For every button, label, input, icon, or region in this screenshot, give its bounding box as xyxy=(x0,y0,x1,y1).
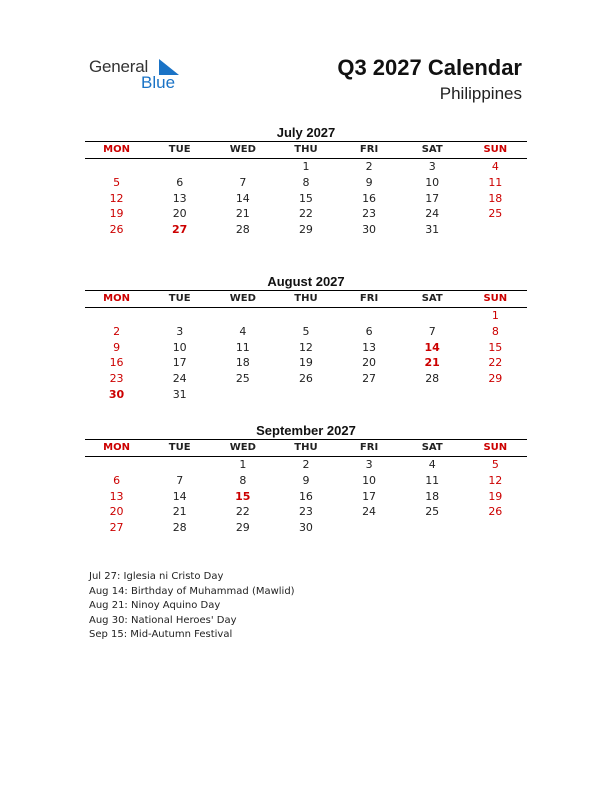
day-cell: 21 xyxy=(172,505,187,519)
weekday-label: MON xyxy=(103,144,130,155)
day-cell: 8 xyxy=(491,324,499,338)
day-cell: 29 xyxy=(298,223,313,237)
day-cell: 6 xyxy=(176,175,184,189)
weekday-label: TUE xyxy=(168,293,191,304)
weekday-label: THU xyxy=(294,293,318,304)
week-row xyxy=(85,324,527,340)
weekday-label: FRI xyxy=(359,144,379,155)
holiday-item: Aug 30: National Heroes' Day xyxy=(89,614,237,626)
empty-day-cell xyxy=(401,520,464,536)
day-cell: 2 xyxy=(302,458,310,471)
day-cell: 25 xyxy=(488,207,503,221)
week-row xyxy=(85,520,527,536)
week-row xyxy=(85,159,527,175)
day-cell: 26 xyxy=(109,223,124,237)
day-cell: 30 xyxy=(108,387,125,401)
weekday-label: MON xyxy=(103,442,130,453)
weekday-label: FRI xyxy=(359,442,379,453)
day-cell: 27 xyxy=(109,521,124,535)
day-cell: 20 xyxy=(109,505,124,519)
day-cell: 27 xyxy=(172,223,188,237)
empty-day-cell xyxy=(464,387,527,403)
week-row xyxy=(85,175,527,191)
weekday-label: SAT xyxy=(421,442,443,453)
day-cell: 11 xyxy=(425,473,440,487)
week-row xyxy=(85,457,527,473)
weekday-label: WED xyxy=(229,293,256,304)
logo xyxy=(89,55,189,95)
day-cell: 23 xyxy=(362,207,377,221)
day-cell: 23 xyxy=(298,505,313,519)
day-cell: 7 xyxy=(428,324,436,338)
empty-day-cell xyxy=(85,457,148,473)
day-cell: 26 xyxy=(488,505,503,519)
empty-day-cell xyxy=(274,387,337,403)
day-cell: 14 xyxy=(235,191,250,205)
week-row xyxy=(85,504,527,520)
empty-day-cell xyxy=(401,308,464,324)
week-row xyxy=(85,340,527,356)
day-cell: 15 xyxy=(298,191,313,205)
day-cell: 5 xyxy=(113,175,121,189)
weekday-label: FRI xyxy=(359,293,379,304)
day-cell: 9 xyxy=(302,473,310,487)
empty-day-cell xyxy=(85,308,148,324)
day-cell: 8 xyxy=(239,473,247,487)
day-cell: 4 xyxy=(491,160,499,173)
day-cell: 22 xyxy=(235,505,250,519)
day-cell: 20 xyxy=(362,356,377,370)
weekday-label: TUE xyxy=(168,442,191,453)
day-cell: 30 xyxy=(298,521,313,535)
day-cell: 19 xyxy=(109,207,124,221)
day-cell: 3 xyxy=(428,160,436,173)
week-row xyxy=(85,222,527,238)
day-cell: 19 xyxy=(488,489,503,503)
weekday-label: WED xyxy=(229,144,256,155)
month-block xyxy=(85,124,527,238)
day-cell: 28 xyxy=(425,372,440,386)
week-row xyxy=(85,206,527,222)
day-cell: 17 xyxy=(425,191,440,205)
empty-day-cell xyxy=(148,308,211,324)
day-cell: 28 xyxy=(172,521,187,535)
week-row xyxy=(85,355,527,371)
holiday-item: Aug 21: Ninoy Aquino Day xyxy=(89,600,221,611)
day-cell: 13 xyxy=(362,340,377,354)
empty-day-cell xyxy=(338,308,401,324)
holiday-item: Aug 14: Birthday of Muhammad (Mawlid) xyxy=(89,585,295,597)
week-row xyxy=(85,308,527,324)
empty-day-cell xyxy=(464,520,527,536)
day-cell: 18 xyxy=(425,489,440,503)
week-row xyxy=(85,489,527,505)
week-row xyxy=(85,371,527,387)
weekday-label: TUE xyxy=(168,144,191,155)
week-row xyxy=(85,191,527,207)
country-name: Philippines xyxy=(439,84,522,103)
month-title: September 2027 xyxy=(256,423,356,438)
day-cell: 25 xyxy=(235,372,250,386)
month-title: July 2027 xyxy=(276,125,336,140)
day-cell: 23 xyxy=(109,372,124,386)
day-cell: 24 xyxy=(425,207,440,221)
day-cell: 27 xyxy=(362,372,377,386)
day-cell: 26 xyxy=(298,372,313,386)
logo-blue-text: Blue xyxy=(141,73,176,92)
day-cell: 13 xyxy=(172,191,187,205)
day-cell: 13 xyxy=(109,489,124,503)
day-cell: 31 xyxy=(172,387,187,401)
day-cell: 8 xyxy=(302,175,310,189)
day-cell: 9 xyxy=(113,340,121,354)
day-cell: 21 xyxy=(424,356,440,370)
day-cell: 1 xyxy=(491,309,499,322)
month-block xyxy=(85,422,527,536)
day-cell: 6 xyxy=(365,324,373,338)
day-cell: 10 xyxy=(362,473,377,487)
day-cell: 17 xyxy=(362,489,377,503)
day-cell: 29 xyxy=(235,521,250,535)
day-cell: 22 xyxy=(488,356,503,370)
day-cell: 28 xyxy=(235,223,250,237)
empty-day-cell xyxy=(85,159,148,175)
day-cell: 3 xyxy=(365,458,373,471)
day-cell: 6 xyxy=(113,473,121,487)
day-cell: 16 xyxy=(109,356,124,370)
day-cell: 19 xyxy=(298,356,313,370)
day-cell: 15 xyxy=(488,340,503,354)
day-cell: 3 xyxy=(176,324,184,338)
day-cell: 7 xyxy=(239,175,247,189)
weekday-label: SUN xyxy=(483,293,508,304)
weekday-label: SAT xyxy=(421,144,443,155)
weekday-label: MON xyxy=(103,293,130,304)
day-cell: 11 xyxy=(235,340,250,354)
day-cell: 4 xyxy=(428,458,436,471)
week-row xyxy=(85,387,527,403)
day-cell: 1 xyxy=(239,458,247,471)
day-cell: 14 xyxy=(424,340,440,354)
day-cell: 17 xyxy=(172,356,187,370)
empty-day-cell xyxy=(148,159,211,175)
day-cell: 5 xyxy=(491,458,499,471)
day-cell: 10 xyxy=(425,175,440,189)
day-cell: 12 xyxy=(109,191,124,205)
day-cell: 18 xyxy=(488,191,503,205)
day-cell: 29 xyxy=(488,372,503,386)
empty-day-cell xyxy=(211,387,274,403)
holiday-item: Jul 27: Iglesia ni Cristo Day xyxy=(89,571,224,582)
day-cell: 14 xyxy=(172,489,187,503)
weekday-label: THU xyxy=(294,442,318,453)
month-block xyxy=(85,273,527,403)
day-cell: 2 xyxy=(113,324,121,338)
logo-general-text: General xyxy=(89,57,149,76)
empty-day-cell xyxy=(464,222,527,238)
day-cell: 31 xyxy=(425,223,440,237)
empty-day-cell xyxy=(338,387,401,403)
day-cell: 21 xyxy=(235,207,250,221)
day-cell: 24 xyxy=(172,372,187,386)
day-cell: 15 xyxy=(235,489,251,503)
day-cell: 16 xyxy=(298,489,313,503)
day-cell: 7 xyxy=(176,473,184,487)
weekday-label: WED xyxy=(229,442,256,453)
empty-day-cell xyxy=(211,159,274,175)
empty-day-cell xyxy=(401,387,464,403)
day-cell: 4 xyxy=(239,324,247,338)
empty-day-cell xyxy=(211,308,274,324)
empty-day-cell xyxy=(338,520,401,536)
weekday-label: SUN xyxy=(483,442,508,453)
month-title: August 2027 xyxy=(267,274,345,289)
day-cell: 30 xyxy=(362,223,377,237)
empty-day-cell xyxy=(148,457,211,473)
day-cell: 24 xyxy=(362,505,377,519)
day-cell: 16 xyxy=(362,191,377,205)
weekday-label: THU xyxy=(294,144,318,155)
day-cell: 25 xyxy=(425,505,440,519)
weekday-label: SUN xyxy=(483,144,508,155)
page-title: Q3 2027 Calendar xyxy=(337,55,522,80)
weekday-label: SAT xyxy=(421,293,443,304)
weekday-header xyxy=(85,290,527,308)
day-cell: 11 xyxy=(488,175,503,189)
empty-day-cell xyxy=(274,308,337,324)
day-cell: 22 xyxy=(298,207,313,221)
weekday-header xyxy=(85,439,527,457)
holiday-list xyxy=(89,570,295,643)
day-cell: 1 xyxy=(302,160,310,173)
day-cell: 12 xyxy=(298,340,313,354)
day-cell: 18 xyxy=(235,356,250,370)
week-row xyxy=(85,473,527,489)
day-cell: 12 xyxy=(488,473,503,487)
day-cell: 9 xyxy=(365,175,373,189)
holiday-item: Sep 15: Mid-Autumn Festival xyxy=(89,629,233,640)
day-cell: 5 xyxy=(302,324,310,338)
weekday-header xyxy=(85,141,527,159)
day-cell: 10 xyxy=(172,340,187,354)
day-cell: 2 xyxy=(365,160,373,173)
day-cell: 20 xyxy=(172,207,187,221)
